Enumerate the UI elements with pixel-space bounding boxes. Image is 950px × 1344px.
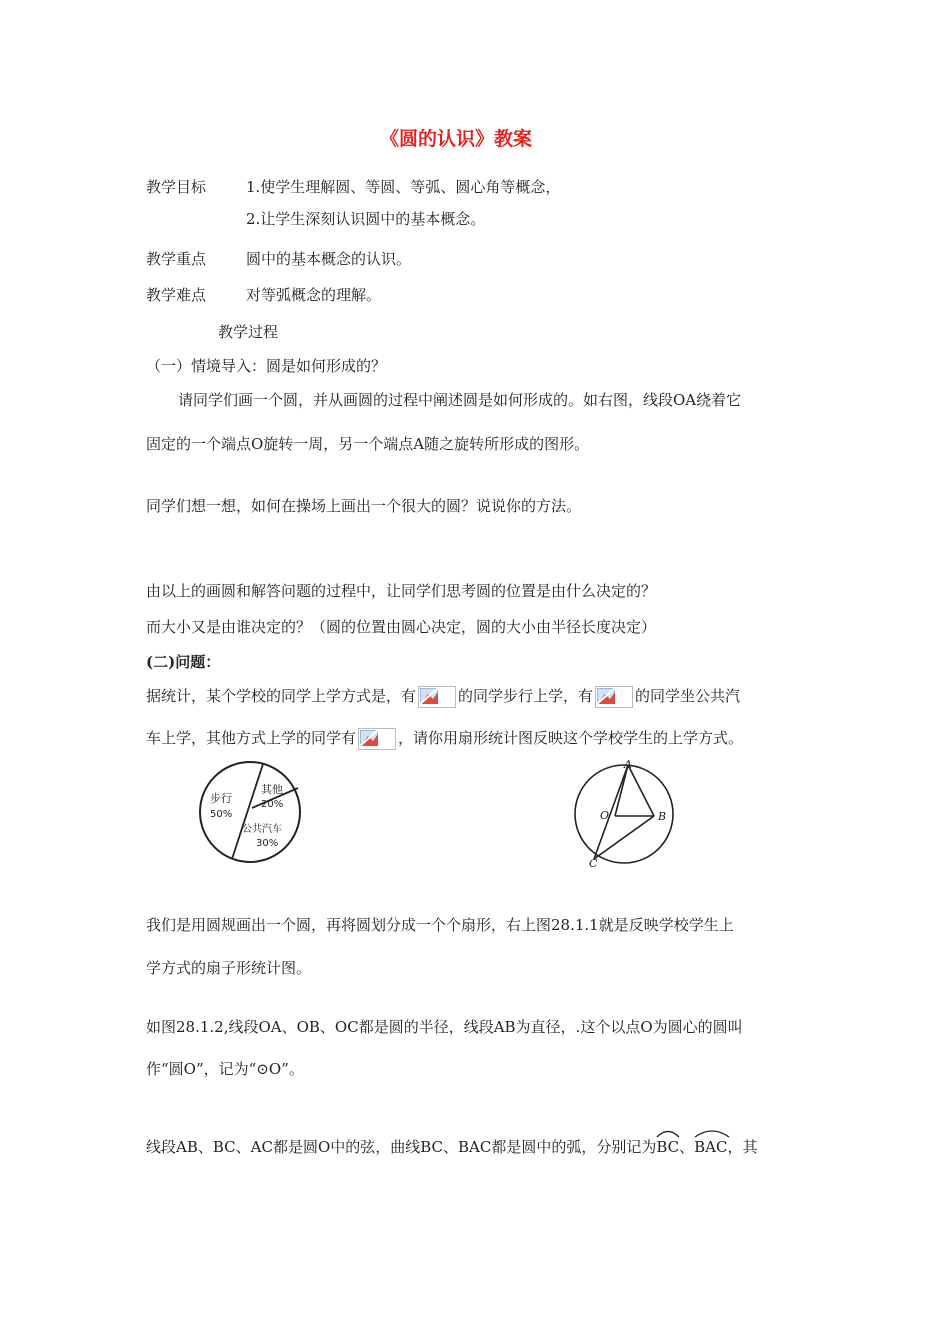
pie-label-other: 其他 xyxy=(261,783,283,796)
arc-BAC-label: BAC xyxy=(694,1138,728,1156)
arc-separator: 、 xyxy=(679,1138,695,1156)
circle-figure xyxy=(560,758,690,873)
problem-text-a: 据统计，某个学校的同学上学方式是，有 xyxy=(146,687,417,705)
section1-heading: （一）情境导入：圆是如何形成的？ xyxy=(146,357,387,375)
radius-paragraph-line1: 如图28.1.2,线段OA、OB、OC都是圆的半径，线段AB为直径，.这个以点O为圆心的圆叫 xyxy=(146,1018,743,1036)
chord-text-end: ，其 xyxy=(727,1138,758,1156)
pie-value-other: 20% xyxy=(261,799,284,810)
point-label-C: C xyxy=(589,857,598,870)
objectives-label: 教学目标 xyxy=(146,178,207,196)
problem-text-b: 的同学步行上学，有 xyxy=(458,687,594,705)
point-label-B: B xyxy=(658,810,667,823)
difficulty-text: 对等弧概念的理解。 xyxy=(246,286,382,304)
arc-mark-icon xyxy=(694,1128,730,1138)
difficulty-label: 教学难点 xyxy=(146,286,207,304)
pie-chart-figure xyxy=(190,760,310,870)
objectives-item-2: 2.让学生深刻认识圆中的基本概念。 xyxy=(246,210,486,228)
point-label-A: A xyxy=(624,758,632,771)
arc-BC xyxy=(656,1137,679,1157)
pie-label-walk: 步行 xyxy=(210,792,232,805)
problem-text-e: ，请你用扇形统计图反映这个学校学生的上学方式。 xyxy=(398,729,744,747)
arc-BC-label: BC xyxy=(656,1138,680,1156)
key-point-label: 教学重点 xyxy=(146,250,207,268)
problem-line1 xyxy=(146,686,740,708)
section2-heading: (二)问题： xyxy=(146,653,221,671)
objectives-item-1: 1.使学生理解圆、等圆、等弧、圆心角等概念， xyxy=(246,178,561,196)
radius-paragraph-line2: 作“圆O”，记为“⊙O”。 xyxy=(146,1060,304,1078)
section1-paragraph-line2: 固定的一个端点O旋转一周，另一个端点A随之旋转所形成的图形。 xyxy=(146,435,590,453)
arc-BAC xyxy=(694,1137,727,1157)
chord-text: 线段AB、BC、AC都是圆O中的弦，曲线BC、BAC都是圆中的弧，分别记为 xyxy=(146,1138,657,1156)
broken-image-icon xyxy=(358,728,396,750)
segment-BC xyxy=(594,816,654,859)
key-point-text: 圆中的基本概念的认识。 xyxy=(246,250,412,268)
process-heading: 教学过程 xyxy=(218,323,279,341)
broken-image-icon xyxy=(418,686,456,708)
section1-reflection-line2: 而大小又是由谁决定的？（圆的位置由圆心决定，圆的大小由半径长度决定） xyxy=(146,618,657,636)
page-title: 《圆的认识》教案 xyxy=(380,128,533,150)
pie-label-bus: 公共汽车 xyxy=(242,824,282,835)
segment-OA xyxy=(615,765,628,816)
section1-question: 同学们想一想，如何在操场上画出一个很大的圆？说说你的方法。 xyxy=(146,497,582,515)
section1-reflection-line1: 由以上的画圆和解答问题的过程中，让同学们思考圆的位置是由什么决定的？ xyxy=(146,582,657,600)
problem-line2 xyxy=(146,728,743,750)
pie-value-walk: 50% xyxy=(210,809,233,820)
arc-mark-icon xyxy=(656,1128,680,1138)
section1-paragraph-line1: 请同学们画一个圆，并从画圆的过程中阐述圆是如何形成的。如右图，线段OA绕着它 xyxy=(178,391,742,409)
problem-text-d: 车上学，其他方式上学的同学有 xyxy=(146,729,357,747)
problem-text-c: 的同学坐公共汽 xyxy=(635,687,741,705)
point-label-O: O xyxy=(600,809,610,822)
figure-explanation-line2: 学方式的扇子形统计图。 xyxy=(146,959,312,977)
broken-image-icon xyxy=(595,686,633,708)
chord-paragraph xyxy=(146,1137,758,1157)
pie-value-bus: 30% xyxy=(256,838,279,849)
figure-explanation-line1: 我们是用圆规画出一个圆，再将圆划分成一个个扇形，右上图28.1.1就是反映学校学生上 xyxy=(146,916,734,934)
